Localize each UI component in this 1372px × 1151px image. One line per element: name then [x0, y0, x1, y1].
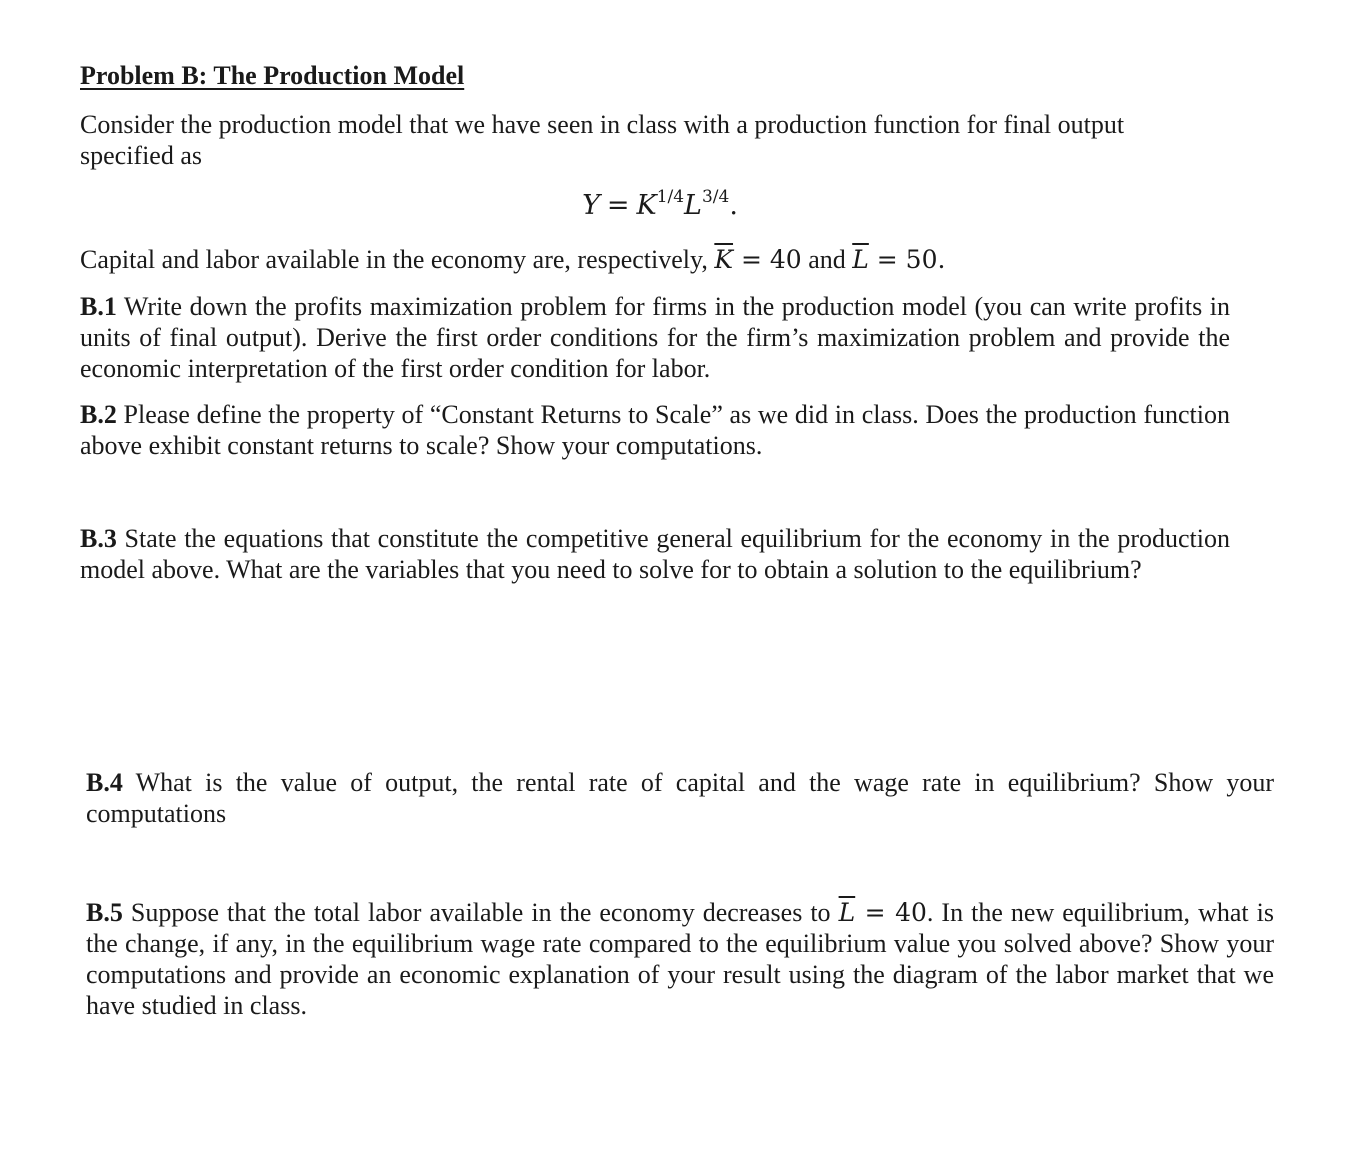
question-b3	[80, 523, 1230, 585]
question-b3-text: State the equations that constitute the competitive general equilibrium for the economy in the production model above. What are the variables that you need to solve for to obtain a solution to the equilibrium?	[80, 524, 1230, 584]
l-bar-value: = 50	[868, 245, 938, 274]
production-function-equation	[0, 187, 1320, 221]
capital-labor-paragraph	[80, 244, 1230, 275]
page-title: Problem B: The Production Model	[80, 61, 465, 90]
question-b5-post: . In the new equilibrium, what is the change, if any, in the equilibrium wage rate compared to the equilibrium value you solved above? Show your computations and provide an economic explanation of your result using the diagram of the labor market that we have studied in class.	[86, 898, 1274, 1020]
question-b4-text: What is the value of output, the rental rate of capital and the wage rate in equilibrium? Show your computations	[86, 768, 1274, 828]
question-b2	[80, 399, 1230, 461]
b5-l-bar-symbol: $\overline{L}$	[838, 898, 856, 927]
capital-labor-period: .	[937, 245, 946, 274]
eq-k-exponent: 1/4	[656, 187, 685, 207]
question-b1-label: B.1	[80, 292, 117, 321]
eq-period: .	[729, 190, 738, 221]
question-b2-label: B.2	[80, 400, 117, 429]
eq-equals: =	[606, 190, 630, 221]
capital-labor-prefix: Capital and labor available in the economy are, respectively,	[80, 245, 715, 274]
l-bar-symbol: $\overline{L}$	[852, 245, 869, 274]
eq-l: L	[684, 190, 702, 221]
b5-l-bar-value: = 40	[855, 898, 927, 927]
question-b5	[86, 897, 1274, 1021]
question-b4-label: B.4	[86, 768, 123, 797]
question-b1	[80, 291, 1230, 384]
question-b5-pre: Suppose that the total labor available in the economy decreases to	[122, 898, 839, 927]
k-bar-value: = 40	[733, 245, 802, 274]
eq-l-exponent: 3/4	[701, 187, 730, 207]
capital-labor-and: and	[801, 245, 853, 274]
k-bar-symbol: $\overline{K}$	[714, 245, 734, 274]
question-b2-text: Please define the property of “Constant Returns to Scale” as we did in class. Does the production function above exhibit constant returns to scale? Show your computations.	[80, 400, 1230, 460]
question-b4	[86, 767, 1274, 829]
question-b5-label: B.5	[86, 898, 123, 927]
question-b1-text: Write down the profits maximization problem for firms in the production model (you can write profits in units of final output). Derive the first order conditions for the firm’s maximization problem and provide the economic interpretation of the first order condition for labor.	[80, 292, 1230, 383]
intro-paragraph: Consider the production model that we have seen in class with a production function for final output specified as	[80, 110, 1125, 170]
eq-lhs: Y	[582, 190, 600, 221]
question-b3-label: B.3	[80, 524, 117, 553]
eq-k: K	[636, 190, 657, 221]
